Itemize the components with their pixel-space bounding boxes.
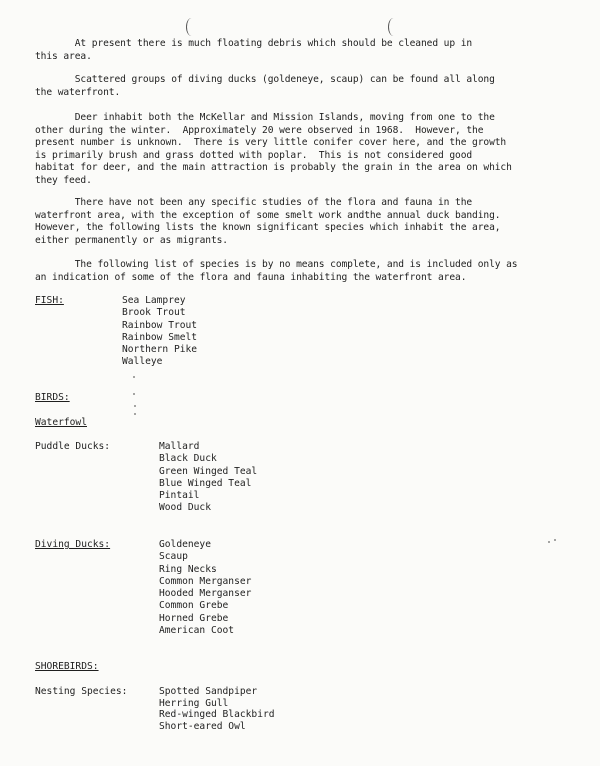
scan-speck [554,539,556,541]
puddle-ducks-list [159,441,257,515]
list-item: Brook Trout [122,307,186,319]
list-item: Scaup [159,551,188,563]
list-item: Rainbow Smelt [122,331,198,343]
list-item: Blue Winged Teal [159,477,252,489]
list-item: Ring Necks [159,563,217,575]
shorebirds-heading: SHOREBIRDS: [35,661,99,672]
nesting-species-label: Nesting Species: [35,686,128,697]
list-item: Rainbow Trout [122,319,198,331]
list-item: Short-eared Owl [159,720,246,732]
list-item: Northern Pike [122,344,198,356]
paragraph-studies: There have not been any specific studies of the flora and fauna in the waterfront area, with the exception of some smelt work andthe annual duck banding. However, the following lists the known significant species which inhabit the area, either permanently or as migrants. [35,197,501,246]
waterfowl-subheading: Waterfowl [35,417,87,428]
birds-heading: BIRDS: [35,392,70,403]
list-item: Goldeneye [159,539,211,550]
list-item: Black Duck [159,453,217,465]
scan-speck [134,405,136,407]
list-item: Hooded Merganser [159,588,252,600]
paragraph-species-list: The following list of species is by no means complete, and is included only as an indication of some of the flora and fauna inhabiting the waterfront area. [35,259,518,283]
list-item: Wood Duck [159,502,211,514]
list-item: Pintail [159,490,200,502]
list-item: Common Merganser [159,575,252,587]
binder-hole-mark-right [388,18,399,36]
list-item: Mallard [159,441,200,452]
diving-ducks-list [159,539,251,637]
list-item: Common Grebe [159,600,229,612]
diving-ducks-label: Diving Ducks: [35,539,111,550]
list-item: Red-winged Blackbird [159,709,275,721]
list-item: Walleye [122,356,163,368]
nesting-species-list [159,686,275,732]
binder-hole-mark-left [186,18,197,36]
list-item: Herring Gull [159,697,229,709]
scan-speck [548,541,550,543]
fish-heading: FISH: [35,295,64,306]
list-item: American Coot [159,625,235,637]
list-item: Sea Lamprey [122,295,186,306]
scan-speck [133,376,135,378]
paragraph-diving-ducks: Scattered groups of diving ducks (goldeneye, scaup) can be found all along the waterfront. [35,74,495,98]
list-item: Spotted Sandpiper [159,686,258,697]
paragraph-deer: Deer inhabit both the McKellar and Mission Islands, moving from one to the other during the winter. Approximately 20 were observed in 1968. However, the present number is unknown. There is very little conifer cover here, and the growth is primarily brush and grass dotted with poplar. This is not considered good habitat for deer, and the main attraction is probably the grain in the area on which they feed. [35,112,512,186]
list-item: Horned Grebe [159,612,229,624]
scan-speck [133,393,135,395]
list-item: Green Winged Teal [159,465,258,477]
puddle-ducks-label: Puddle Ducks: [35,441,111,452]
paragraph-debris: At present there is much floating debris which should be cleaned up in this area. [35,38,473,62]
fish-list [122,295,197,369]
scan-speck [134,413,136,415]
